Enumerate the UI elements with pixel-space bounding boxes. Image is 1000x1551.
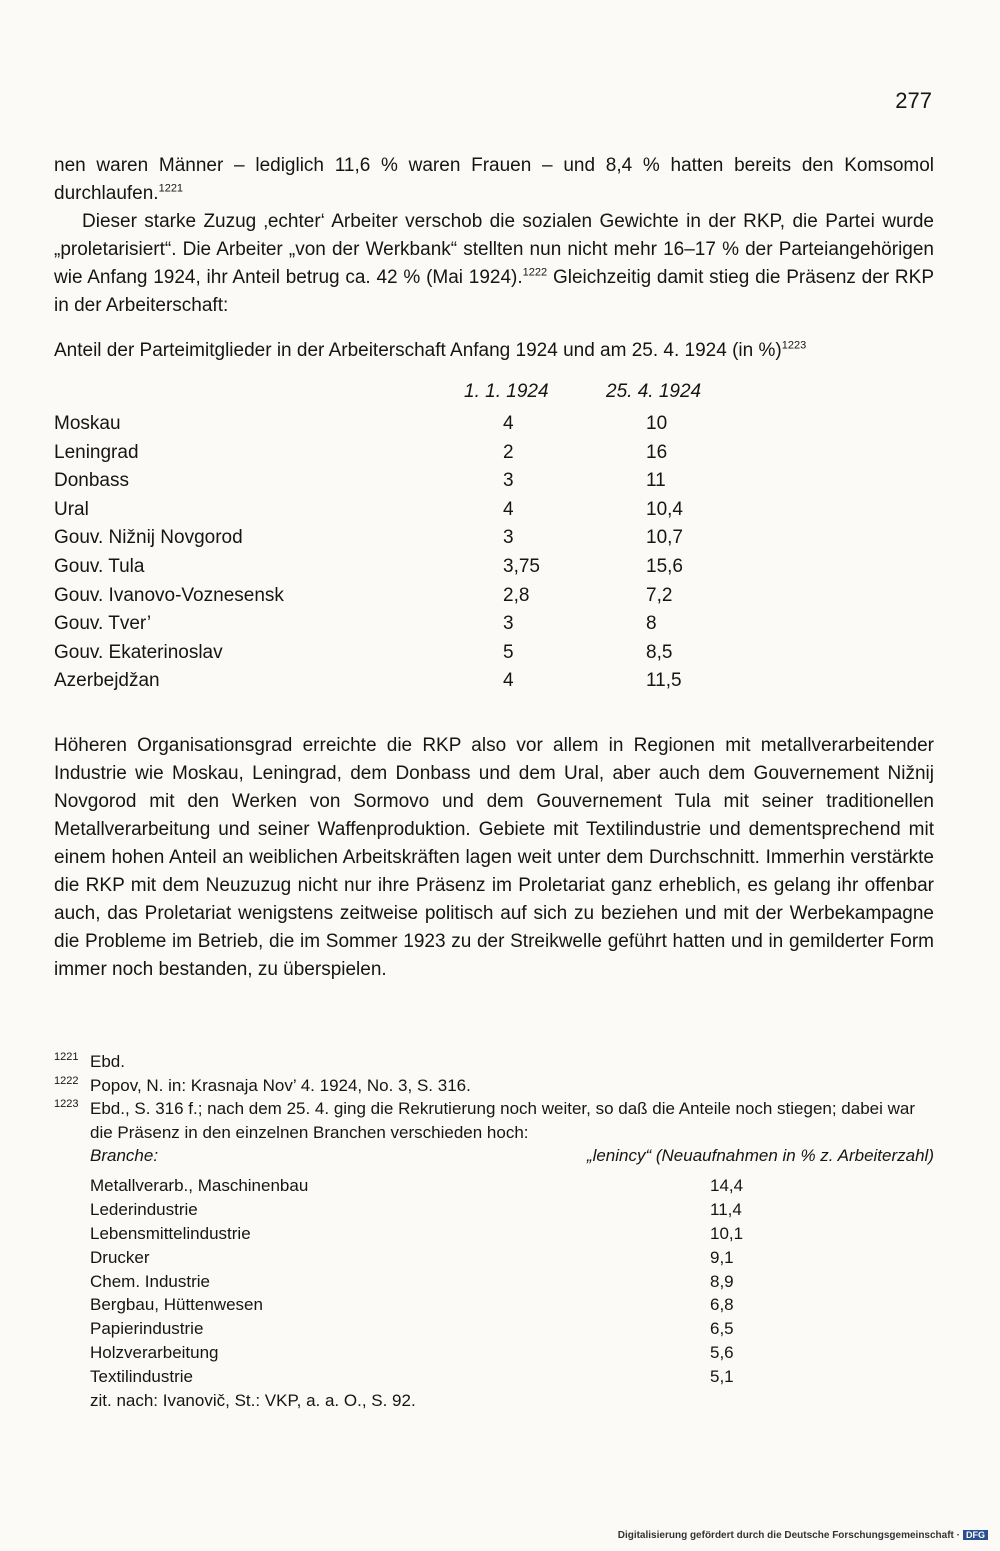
region-name: Ural xyxy=(54,498,89,520)
table-row xyxy=(54,582,934,611)
page-number: 277 xyxy=(895,88,932,113)
region-name: Gouv. Nižnij Novgorod xyxy=(54,527,243,549)
branch-name: Bergbau, Hüttenwesen xyxy=(90,1295,263,1315)
table-caption-text: Anteil der Parteimitglieder in der Arbeiterschaft Anfang 1924 und am 25. 4. 1924 (in %) xyxy=(54,340,782,361)
body-paragraph: Höheren Organisationsgrad erreichte die RKP also vor allem in Regionen mit metallverarbeitender Industrie wie Moskau, Leningrad, dem Donbass und dem Ural, aber auch dem Gouvernement Nižnij Novgorod mit den Werken von Sormovo und dem Gouvernement Tula mit seiner traditionellen Metallverarbeitung und seiner Waffenproduktion. Gebiete mit Textilindustrie und dementsprechend mit einem hohen Anteil an weiblichen Arbeitskräften lagen weit unter dem Durchschnitt. Immerhin verstärkte die RKP mit dem Neuzuzug nicht nur ihre Präsenz im Proletariat ganz erheblich, es gelang ihr offenbar auch, das Proletariat wenigstens zeitweise politisch auf sich zu beziehen und mit der Werbekampagne die Probleme im Betrieb, die im Sommer 1923 zu der Streikwelle geführt hatten und in gemilderter Form immer noch bestanden, zu überspielen. xyxy=(54,735,934,980)
branch-name: Chem. Industrie xyxy=(90,1271,210,1291)
table-header xyxy=(54,381,934,407)
footnote-text: Ebd., S. 316 f.; nach dem 25. 4. ging die Rekrutierung noch weiter, so daß die Anteile noch stiegen; dabei war die Präsenz in den einzelnen Branchen verschieden hoch: xyxy=(90,1099,916,1142)
branch-name: Lebensmittelindustrie xyxy=(90,1223,251,1243)
value-jan-1924: 2,8 xyxy=(503,584,530,606)
value-apr-1924: 10,4 xyxy=(646,498,683,520)
branch-name: Papierindustrie xyxy=(90,1319,204,1339)
branch-value: 6,5 xyxy=(710,1319,734,1339)
branch-value: 5,6 xyxy=(710,1343,734,1363)
value-apr-1924: 10,7 xyxy=(646,527,683,549)
footnote-ref-1221: 1221 xyxy=(158,182,184,195)
list-item xyxy=(90,1222,934,1246)
list-item xyxy=(90,1174,934,1198)
table-row xyxy=(54,410,934,439)
list-item xyxy=(90,1293,934,1317)
branch-name: Textilindustrie xyxy=(90,1367,193,1387)
intro-paragraph-2-tail: Gleichzeitig damit stieg die Präsenz der RKP in der Arbeiterschaft: xyxy=(54,267,934,316)
footnotes xyxy=(54,1050,934,1413)
value-apr-1924: 7,2 xyxy=(646,584,673,606)
branch-name: Lederindustrie xyxy=(90,1199,198,1219)
region-name: Moskau xyxy=(54,413,121,434)
table-caption xyxy=(54,340,806,362)
intro-paragraph-1 xyxy=(54,152,934,208)
region-name: Donbass xyxy=(54,470,129,492)
region-table xyxy=(54,410,934,696)
table-row xyxy=(54,524,934,553)
branch-value: 8,9 xyxy=(710,1271,734,1291)
intro-paragraph-1-text: nen waren Männer – lediglich 11,6 % waren Frauen – und 8,4 % hatten bereits den Komsomol durchlaufen. xyxy=(54,155,934,204)
footnote-ref-1222: 1222 xyxy=(522,266,548,279)
value-apr-1924: 11 xyxy=(646,470,666,492)
footnote-text: Ebd. xyxy=(90,1052,125,1071)
list-item xyxy=(90,1365,934,1389)
branch-table xyxy=(54,1174,934,1389)
value-jan-1924: 3,75 xyxy=(503,555,540,577)
value-apr-1924: 11,5 xyxy=(646,670,682,692)
list-item xyxy=(90,1198,934,1222)
region-name: Azerbejdžan xyxy=(54,670,160,692)
region-name: Leningrad xyxy=(54,441,139,463)
column-header-25-4-1924: 25. 4. 1924 xyxy=(606,381,702,402)
lenincy-column-header: „lenincy“ (Neuaufnahmen in % z. Arbeiterzahl) xyxy=(586,1146,934,1165)
value-jan-1924: 5 xyxy=(503,641,514,663)
table-row xyxy=(54,496,934,525)
value-jan-1924: 4 xyxy=(503,670,514,692)
list-item xyxy=(90,1246,934,1270)
branch-table-header xyxy=(54,1144,934,1168)
footnote-text: Popov, N. in: Krasnaja Nov’ 4. 1924, No. 3, S. 316. xyxy=(90,1075,471,1095)
branch-value: 14,4 xyxy=(710,1176,744,1195)
intro-paragraph-2 xyxy=(54,208,934,320)
table-row xyxy=(54,553,934,582)
body-section xyxy=(54,732,934,984)
region-name: Gouv. Tver’ xyxy=(54,613,152,635)
value-apr-1924: 8 xyxy=(646,613,657,635)
value-jan-1924: 4 xyxy=(503,498,514,520)
footnote-1222 xyxy=(54,1074,934,1098)
source-citation: zit. nach: Ivanovič, St.: VKP, a. a. O., S. 92. xyxy=(90,1391,416,1411)
value-apr-1924: 15,6 xyxy=(646,555,683,577)
branch-name: Holzverarbeitung xyxy=(90,1343,219,1363)
branch-value: 11,4 xyxy=(710,1199,742,1219)
intro-paragraph-2-text: Dieser starke Zuzug ‚echter‘ Arbeiter verschob die sozialen Gewichte in der RKP, die Partei wurde „proletarisiert“. Die Arbeiter „von der Werkbank“ stellten nun nicht mehr 16–17 % der Parteiangehörigen wie Anfang 1924, ihr Anteil betrug ca. 42 % (Mai 1924). xyxy=(54,211,934,288)
list-item xyxy=(90,1317,934,1341)
list-item xyxy=(90,1270,934,1294)
footnote-number: 1222 xyxy=(54,1074,79,1087)
footnote-1223 xyxy=(54,1097,934,1144)
footnote-1221 xyxy=(54,1050,934,1074)
value-apr-1924: 16 xyxy=(646,441,668,463)
value-jan-1924: 3 xyxy=(503,613,514,635)
table-row xyxy=(54,467,934,496)
value-jan-1924: 3 xyxy=(503,470,514,492)
column-header-1-1-1924: 1. 1. 1924 xyxy=(464,381,549,402)
table-row xyxy=(54,439,934,468)
branch-value: 10,1 xyxy=(710,1223,744,1243)
branch-name: Metallverarb., Maschinenbau xyxy=(90,1176,309,1195)
branch-value: 9,1 xyxy=(710,1247,734,1267)
list-item xyxy=(90,1341,934,1365)
footnote-ref-1223: 1223 xyxy=(781,339,807,352)
value-apr-1924: 8,5 xyxy=(646,641,673,663)
footer-text: Digitalisierung gefördert durch die Deutsche Forschungsgemeinschaft · xyxy=(617,1530,960,1541)
intro-text xyxy=(54,152,934,320)
footer xyxy=(618,1530,988,1541)
value-jan-1924: 4 xyxy=(503,413,514,434)
footnote-number: 1221 xyxy=(54,1051,79,1063)
table-row xyxy=(54,639,934,668)
value-jan-1924: 2 xyxy=(503,441,514,463)
dfg-logo: DFG xyxy=(963,1530,988,1540)
region-name: Gouv. Ekaterinoslav xyxy=(54,641,223,663)
table-row xyxy=(54,610,934,639)
branch-name: Drucker xyxy=(90,1247,150,1267)
table-row xyxy=(54,667,934,696)
footnote-number: 1223 xyxy=(54,1098,79,1110)
region-name: Gouv. Tula xyxy=(54,555,145,577)
branch-column-header: Branche: xyxy=(90,1146,159,1165)
branch-value: 6,8 xyxy=(710,1295,734,1315)
branch-value: 5,1 xyxy=(710,1367,734,1387)
value-jan-1924: 3 xyxy=(503,527,514,549)
value-apr-1924: 10 xyxy=(646,413,668,434)
region-name: Gouv. Ivanovo-Voznesensk xyxy=(54,584,284,606)
